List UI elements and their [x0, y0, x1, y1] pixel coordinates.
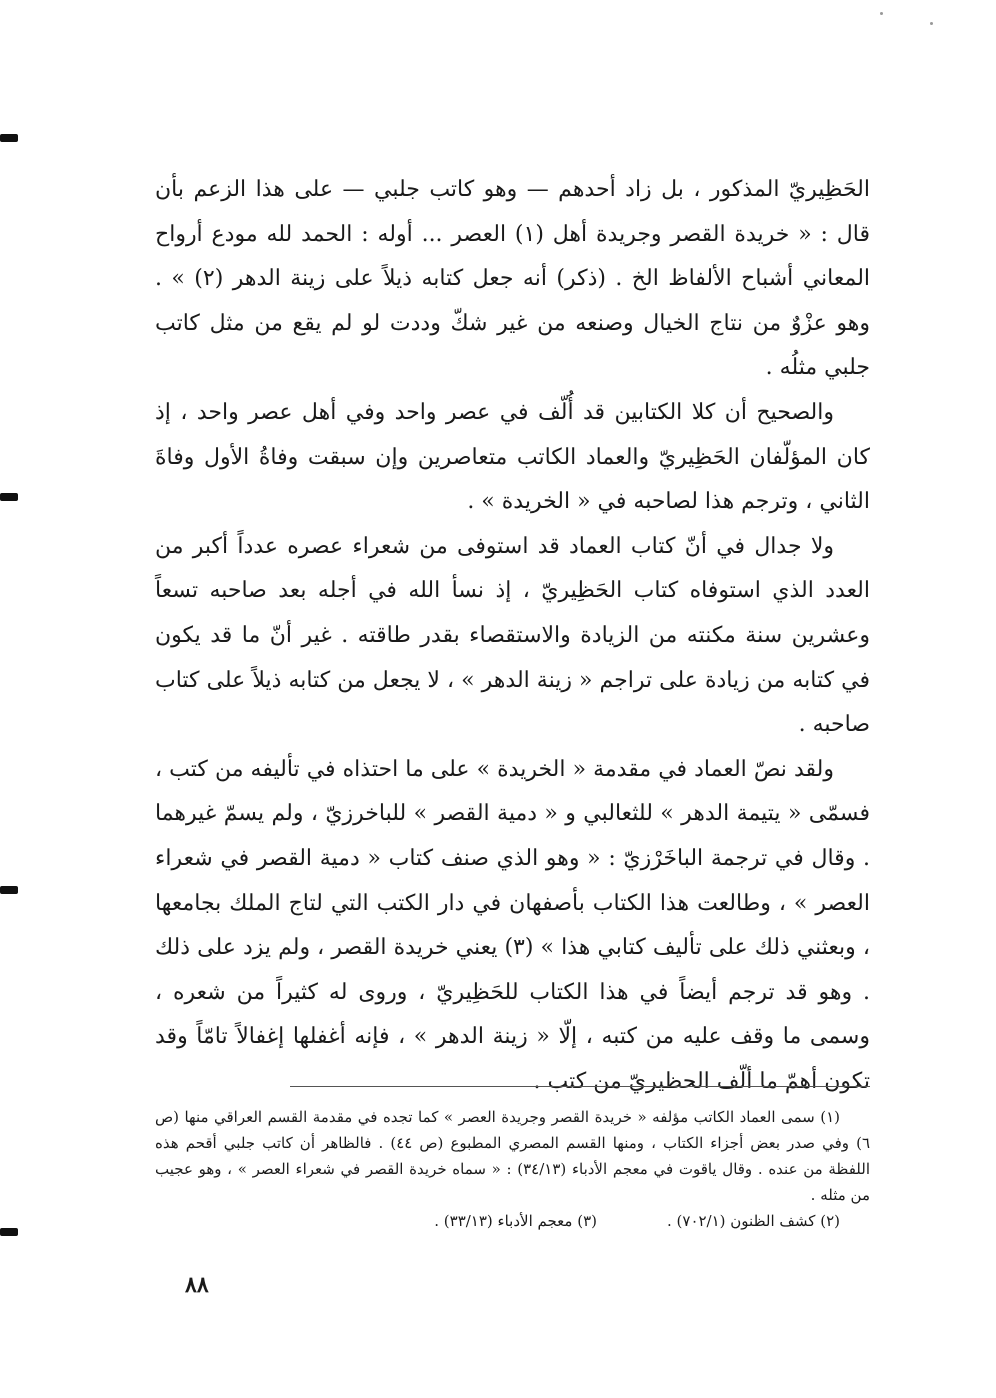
footnote: (٣) معجم الأدباء (٣٣/١٣) .	[434, 1212, 597, 1230]
footnote-row	[155, 1208, 870, 1234]
footnotes-block	[155, 1104, 870, 1234]
paragraph: الحَظِيريّ المذكور ، بل زاد أحدهم — وهو كاتب جلبي — على هذا الزعم بأن قال : « خريدة القصر وجريدة أهل (١) العصر ... أوله : الحمد لله مودع أرواح المعاني أشباح الألفاظ الخ . (ذكر) أنه جعل كتابه ذيلاً على زينة الدهر (٢) » . وهو عزْوٌ من نتاج الخيال وصنعه من غير شكّ وددت لو لم يقع من مثل كاتب جلبي مثلُه .	[155, 177, 871, 381]
page-number: ٨٨	[185, 1272, 209, 1298]
margin-binding-mark	[0, 1228, 18, 1236]
paragraph: والصحيح أن كلا الكتابين قد أُلّف في عصر واحد وفي أهل عصر واحد ، إذ كان المؤلّفان الحَظِيريّ والعماد الكاتب متعاصرين وإن سبقت وفاةُ الأول وفاةَ الثاني ، وترجم هذا لصاحبه في « الخريدة » .	[155, 399, 870, 515]
footnote: (١) سمى العماد الكاتب مؤلفه « خريدة القصر وجريدة العصر » كما تجده في مقدمة القسم العراقي منها (ص ٦) وفي صدر بعض أجزاء الكتاب ، ومنها القسم المصري المطبوع (ص ٤٤) . فالظاهر أن كاتب جلبي أقحم هذه اللفظة من عنده . وقال ياقوت في معجم الأدباء (٣٤/١٣) : « سماه خريدة القصر في شعراء العصر » ، وهو عجيب من مثله .	[155, 1108, 871, 1204]
main-text-block	[155, 168, 870, 1104]
paragraph: ولقد نصّ العماد في مقدمة « الخريدة » على ما احتذاه في تأليفه من كتب ، فسمّى « يتيمة الدهر » للثعالبي و « دمية القصر » للباخرزيّ ، ولم يسمّ غيرهما . وقال في ترجمة الباخَرْزيّ : « وهو الذي صنف كتاب « دمية القصر في شعراء العصر » ، وطالعت هذا الكتاب بأصفهان في دار الكتب التي لتاج الملك بجامعها ، وبعثني ذلك على تأليف كتابي هذا » (٣) يعني خريدة القصر ، ولم يزد على ذلك . وهو قد ترجم أيضاً في هذا الكتاب للحَظِيريّ ، وروى له كثيراً من شعره ، وسمى ما وقف عليه من كتبه ، إلّا « زينة الدهر » ، فإنه أغفلها إغفالاً تامّاً وقد تكون أهمّ ما ألّف الحظيريّ من كتب .	[155, 756, 870, 1094]
scan-speck	[880, 12, 883, 15]
footnote: (٢) كشف الظنون (٧٠٢/١) .	[667, 1212, 840, 1230]
footnote-separator	[290, 1086, 870, 1087]
margin-binding-mark	[0, 493, 18, 501]
paragraph: ولا جدال في أنّ كتاب العماد قد استوفى من شعراء عصره عدداً أكبر من العدد الذي استوفاه كتاب الحَظِيريّ ، إذ نسأ الله في أجله بعد صاحبه تسعاً وعشرين سنة مكنته من الزيادة والاستقصاء بقدر طاقته . غير أنّ ما قد يكون في كتابه من زيادة على تراجم « زينة الدهر » ، لا يجعل من كتابه ذيلاً على كتاب صاحبه .	[155, 533, 870, 738]
margin-binding-mark	[0, 886, 18, 894]
scan-speck	[930, 22, 933, 25]
margin-binding-mark	[0, 134, 18, 142]
